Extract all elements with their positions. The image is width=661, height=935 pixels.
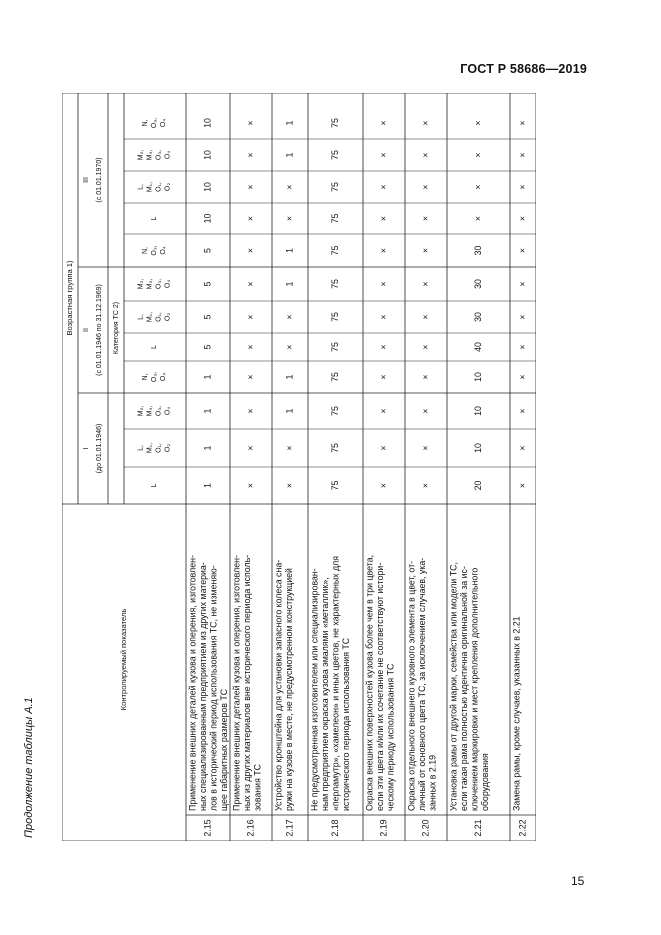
row-value-2.16: ×	[245, 152, 256, 158]
row-value-2.16: ×	[245, 247, 256, 254]
subcol-head-6: M₁,	[146, 311, 154, 323]
row-value-2.18: 75	[329, 372, 340, 382]
group-name-3: III	[82, 177, 90, 183]
row-number-2.15: 2.15	[202, 819, 213, 837]
row-number-2.20: 2.20	[420, 819, 431, 837]
row-value-2.19: ×	[378, 344, 389, 350]
row-value-2.19: ×	[378, 408, 389, 414]
row-value-2.15: 1	[202, 483, 213, 488]
row-text-2.15: Применение внешних деталей кузова и оперения, изготовлен-	[187, 555, 198, 811]
row-value-2.22: ×	[517, 215, 528, 222]
row-text-2.18: ным предприятием окраска кузова эмалями «металлик»,	[319, 577, 330, 811]
row-value-2.15: 10	[202, 213, 213, 224]
row-value-2.15: 10	[202, 150, 213, 160]
subcol-head-2: M₁,	[146, 442, 154, 454]
subcol-head-3: M₂,	[137, 405, 145, 417]
row-value-2.21: ×	[472, 184, 483, 190]
row-value-2.16: ×	[245, 281, 256, 287]
row-value-2.18: 75	[329, 118, 340, 128]
row-value-2.15: 1	[202, 445, 213, 451]
subcol-head-6: O₁,	[155, 312, 163, 322]
row-value-2.20: ×	[420, 314, 431, 320]
row-text-2.18: «перламутр», «хамелеон» и иных цветов, не характерных для	[330, 555, 341, 811]
row-value-2.20: ×	[420, 215, 431, 222]
row-value-2.17: 1	[284, 281, 295, 287]
row-value-2.19: ×	[378, 152, 389, 158]
row-value-2.19: ×	[378, 482, 389, 489]
row-value-2.21: ×	[472, 152, 483, 158]
subcol-head-3: O₄	[164, 406, 172, 416]
subcol-head-2: O₁,	[155, 443, 163, 453]
row-text-2.18: исторического периода использования ТС	[341, 637, 352, 811]
row-value-2.18: 75	[329, 312, 340, 322]
row-text-2.21: оборудования	[480, 753, 491, 811]
row-text-2.21: Установка рамы от другой марки, семейства или модели ТС,	[448, 562, 459, 811]
row-value-2.16: ×	[245, 374, 256, 380]
row-value-2.16: ×	[245, 408, 256, 414]
subcol-head-11: M₃,	[146, 149, 154, 161]
subcol-head-11: O₄	[164, 150, 172, 160]
row-value-2.19: ×	[378, 314, 389, 320]
group-period-3: (с 01.01.1970)	[95, 157, 103, 203]
row-value-2.15: 1	[202, 374, 213, 380]
subcol-head-4: N,	[141, 373, 149, 381]
row-value-2.17: ×	[284, 344, 295, 350]
subcol-head-8: O₃,	[150, 245, 158, 256]
row-value-2.22: ×	[517, 482, 528, 489]
row-value-2.16: ×	[245, 344, 256, 350]
row-text-2.19: ческому периоду использования ТС	[385, 663, 396, 811]
subcol-head-6: L,	[137, 314, 145, 320]
row-number-2.19: 2.19	[378, 819, 389, 837]
subcol-head-7: M₃,	[146, 278, 154, 290]
row-text-2.15: ных специализированным предприятием из других материа-	[197, 562, 208, 811]
row-text-2.20: Окраска отдельного внешнего кузовного элемента в цвет, от-	[406, 560, 417, 811]
page-number: 15	[571, 874, 585, 888]
row-value-2.20: ×	[420, 152, 431, 158]
subcol-head-3: M₃,	[146, 405, 154, 417]
subcol-head-1: L	[150, 483, 158, 488]
row-text-2.16: ных из других материалов вне исторического периода исполь-	[241, 554, 252, 811]
indicator-column-header: Контролируемый показатель	[119, 608, 128, 711]
row-value-2.22: ×	[517, 152, 528, 158]
group-name-2: II	[82, 328, 90, 332]
row-value-2.16: ×	[245, 120, 256, 126]
row-value-2.21: 10	[472, 372, 483, 382]
row-value-2.20: ×	[420, 184, 431, 190]
row-number-2.18: 2.18	[329, 819, 340, 837]
subcol-head-7: O₃,	[155, 278, 163, 290]
group-period-2: (с 01.01.1946 по 31.12.1969)	[95, 284, 103, 376]
age-group-title: Возрастная группа 1)	[65, 260, 74, 336]
row-value-2.16: ×	[245, 215, 256, 222]
row-value-2.18: 75	[329, 245, 340, 256]
row-number-2.21: 2.21	[472, 819, 483, 837]
row-value-2.18: 75	[329, 279, 340, 289]
row-value-2.17: ×	[284, 482, 295, 489]
row-value-2.16: ×	[245, 184, 256, 190]
row-value-2.17: 1	[284, 374, 295, 380]
row-value-2.17: 1	[284, 120, 295, 126]
row-value-2.18: 75	[329, 480, 340, 491]
row-value-2.19: ×	[378, 445, 389, 451]
row-value-2.20: ×	[420, 344, 431, 350]
row-value-2.19: ×	[378, 215, 389, 222]
row-value-2.18: 75	[329, 443, 340, 453]
row-value-2.20: ×	[420, 281, 431, 287]
row-value-2.16: ×	[245, 482, 256, 489]
row-value-2.17: ×	[284, 445, 295, 451]
subcol-head-10: O₂	[164, 182, 172, 192]
row-value-2.20: ×	[420, 247, 431, 254]
row-value-2.18: 75	[329, 182, 340, 192]
group-name-1: I	[82, 447, 90, 450]
row-value-2.17: 1	[284, 248, 295, 253]
row-value-2.19: ×	[378, 120, 389, 126]
table-a1	[62, 93, 536, 841]
row-value-2.22: ×	[517, 184, 528, 190]
subcol-head-10: O₁,	[155, 182, 163, 192]
row-value-2.21: 30	[472, 312, 483, 322]
subcol-head-10: L,	[137, 184, 145, 190]
subcol-head-8: N,	[141, 247, 149, 254]
row-value-2.20: ×	[420, 482, 431, 489]
row-value-2.18: 75	[329, 342, 340, 352]
row-text-2.19: если эти цвета и/или их сочетание не соответствуют истори-	[374, 562, 385, 811]
row-value-2.21: 30	[472, 279, 483, 289]
row-text-2.17: ружи на кузове в месте, не предусмотренном конструкцией	[283, 568, 294, 811]
row-value-2.15: 5	[202, 344, 213, 350]
row-value-2.18: 75	[329, 150, 340, 160]
row-number-2.16: 2.16	[245, 819, 256, 837]
row-value-2.15: 5	[202, 314, 213, 320]
row-value-2.22: ×	[517, 408, 528, 414]
row-value-2.15: 10	[202, 182, 213, 192]
row-value-2.22: ×	[517, 374, 528, 380]
row-value-2.15: 1	[202, 408, 213, 414]
row-value-2.15: 5	[202, 248, 213, 253]
subcol-head-9: L	[150, 216, 158, 221]
table-grid	[62, 93, 536, 841]
row-text-2.15: лов в исторический период использования ТС, не изменяю-	[208, 565, 219, 811]
row-value-2.20: ×	[420, 408, 431, 414]
row-text-2.20: личный от основного цвета ТС, за исключением случаев, ука-	[416, 557, 427, 811]
subcol-head-2: L,	[137, 445, 145, 451]
row-value-2.20: ×	[420, 120, 431, 126]
row-value-2.21: 10	[472, 443, 483, 453]
row-text-2.16: Применение внешних деталей кузова и оперения, изготовлен-	[231, 555, 242, 811]
row-value-2.17: 1	[284, 408, 295, 414]
subcol-head-12: N,	[141, 119, 149, 127]
row-value-2.16: ×	[245, 314, 256, 320]
row-value-2.17: ×	[284, 215, 295, 222]
row-value-2.15: 5	[202, 281, 213, 287]
subcol-head-3: O₃,	[155, 405, 163, 417]
category-title: Категория ТС 2)	[112, 301, 120, 355]
subcol-head-11: O₃,	[155, 149, 163, 161]
subcol-head-5: L	[150, 345, 158, 349]
subcol-head-2: O₂	[164, 443, 172, 453]
subcol-head-11: M₂,	[137, 149, 145, 161]
row-value-2.18: 75	[329, 406, 340, 416]
row-value-2.22: ×	[517, 281, 528, 287]
subcol-head-6: O₂	[164, 312, 172, 322]
subcol-head-8: O₄	[159, 246, 167, 255]
row-value-2.21: 40	[472, 342, 483, 352]
row-value-2.21: ×	[472, 120, 483, 126]
row-value-2.22: ×	[517, 120, 528, 126]
group-period-1: (до 01.01.1946)	[95, 423, 103, 474]
row-value-2.22: ×	[517, 445, 528, 451]
row-text-2.18: Не предусмотренная изготовителем или специализирован-	[309, 568, 320, 811]
row-value-2.21: ×	[472, 215, 483, 222]
row-value-2.22: ×	[517, 314, 528, 320]
row-value-2.19: ×	[378, 247, 389, 254]
row-text-2.16: зования ТС	[252, 764, 263, 811]
subcol-head-7: O₄	[164, 279, 172, 289]
row-value-2.17: 1	[284, 152, 295, 158]
subcol-head-4: O₃,	[150, 371, 158, 383]
row-number-2.22: 2.22	[517, 819, 528, 837]
subcol-head-10: M₁,	[146, 181, 154, 193]
row-value-2.22: ×	[517, 247, 528, 254]
subcol-head-12: O₄	[159, 118, 167, 128]
row-value-2.15: 10	[202, 118, 213, 128]
subcol-head-12: O₃,	[150, 117, 158, 129]
row-text-2.21: ключением маркировки и мест крепления дополнительного	[469, 567, 480, 811]
row-number-2.17: 2.17	[284, 819, 295, 837]
row-text-2.20: занных в 2.19	[427, 754, 438, 811]
row-value-2.17: ×	[284, 184, 295, 190]
row-value-2.20: ×	[420, 374, 431, 380]
subcol-head-7: M₂,	[137, 278, 145, 290]
row-value-2.21: 20	[472, 480, 483, 491]
row-value-2.21: 30	[472, 245, 483, 256]
row-value-2.20: ×	[420, 445, 431, 451]
row-text-2.15: щее габаритных размеров ТС	[219, 688, 230, 811]
row-value-2.19: ×	[378, 184, 389, 190]
row-value-2.19: ×	[378, 281, 389, 287]
row-text-2.17: Устройство кронштейна для установки запасного колеса сна-	[273, 559, 284, 811]
row-text-2.21: если такая рама полностью идентична оригинальной за ис-	[458, 566, 469, 811]
row-text-2.22: Замена рамы, кроме случаев, указанных в 2.21	[511, 616, 522, 811]
standard-designation: ГОСТ Р 58686—2019	[460, 62, 587, 76]
row-value-2.17: ×	[284, 314, 295, 320]
row-text-2.19: Окраска внешних поверхностей кузова более чем в три цвета,	[364, 554, 375, 811]
row-value-2.22: ×	[517, 344, 528, 350]
row-value-2.19: ×	[378, 374, 389, 380]
row-value-2.16: ×	[245, 445, 256, 451]
row-value-2.18: 75	[329, 213, 340, 224]
row-value-2.21: 10	[472, 406, 483, 416]
subcol-head-4: O₄	[159, 372, 167, 382]
